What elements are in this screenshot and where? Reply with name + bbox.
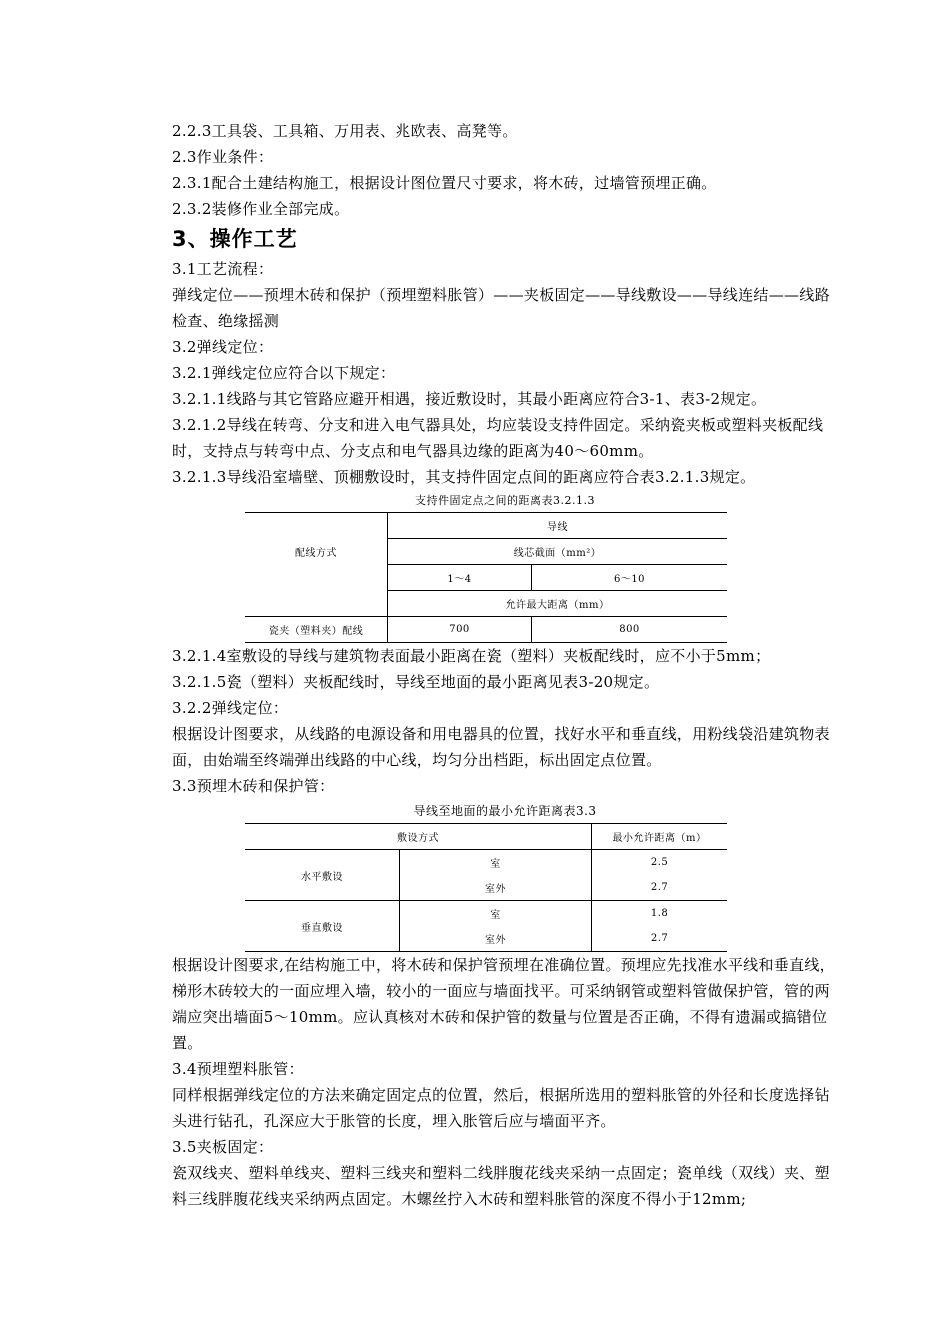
paragraph: 3.5夹板固定： xyxy=(172,1138,274,1156)
paragraph: 3.2.1.5瓷（塑料）夹板配线时，导线至地面的最小距离见表3-20规定。 xyxy=(172,673,660,691)
paragraph: 3.2.1.1线路与其它管路应避开相遇，接近敷设时，其最小距离应符合3-1、表3-2规定。 xyxy=(172,390,767,408)
table-caption: 支持件固定点之间的距离表3.2.1.3 xyxy=(415,494,595,507)
table-cell: 水平敷设 xyxy=(245,850,400,901)
table-header-cell: 最小允许距离（m） xyxy=(612,833,707,844)
table-header-cell: 配线方式 xyxy=(245,513,388,591)
paragraph: 弹线定位——预埋木砖和保护（预埋塑料胀管）——夹板固定——导线敷设——导线连结——线路检查、绝缘摇测 xyxy=(172,286,830,330)
table-cell: 700 xyxy=(388,617,532,643)
table-header-cell: 允许最大距离（mm） xyxy=(388,591,728,617)
table-caption: 导线至地面的最小允许距离表3.3 xyxy=(413,804,597,818)
table-header-cell: 线芯截面（mm²） xyxy=(388,539,728,565)
table-cell: 室外 xyxy=(400,926,592,952)
table-cell: 800 xyxy=(532,617,728,643)
table-cell: 2.7 xyxy=(650,882,669,893)
paragraph: 2.3.2装修作业全部完成。 xyxy=(172,200,350,218)
paragraph: 3.2.1.3导线沿室墙壁、顶棚敷设时，其支持件固定点间的距离应符合表3.2.1.3规定。 xyxy=(172,468,756,486)
paragraph: 3.2.2弹线定位： xyxy=(172,699,289,717)
paragraph: 3.2.1.2导线在转弯、分支和进入电气器具处，均应装设支持件固定。采纳瓷夹板或塑料夹板配线时，支持点与转弯中点、分支点和电气器具边缘的距离为40～60mm。 xyxy=(172,416,824,460)
paragraph: 3.2弹线定位： xyxy=(172,338,274,356)
table-cell: 垂直敷设 xyxy=(245,901,400,952)
paragraph: 3.3预埋木砖和保护管： xyxy=(172,777,335,795)
table-header-cell: 1～4 xyxy=(388,565,532,591)
paragraph: 3.4预埋塑料胀管： xyxy=(172,1060,304,1078)
paragraph: 2.3作业条件： xyxy=(172,148,274,166)
paragraph: 2.2.3工具袋、工具箱、万用表、兆欧表、高凳等。 xyxy=(172,122,518,140)
paragraph: 3.1工艺流程： xyxy=(172,260,274,278)
paragraph: 3.2.1弹线定位应符合以下规定： xyxy=(172,364,396,382)
table-cell: 2.7 xyxy=(650,933,669,944)
table-row xyxy=(245,901,727,927)
paragraph: 根据设计图要求，从线路的电源设备和用电器具的位置，找好水平和垂直线，用粉线袋沿建筑物表面，由始端至终端弹出线路的中心线，均匀分出档距，标出固定点位置。 xyxy=(172,725,830,769)
paragraph: 3.2.1.4室敷设的导线与建筑物表面最小距离在瓷（塑料）夹板配线时，应不小于5mm； xyxy=(172,647,771,665)
table-cell: 室 xyxy=(400,850,592,876)
section-heading: 3、操作工艺 xyxy=(172,227,298,251)
support-distance-table xyxy=(245,512,727,643)
table-cell: 1.8 xyxy=(592,901,727,927)
table-cell: 室 xyxy=(400,901,592,927)
paragraph: 同样根据弹线定位的方法来确定固定点的位置，然后，根据所选用的塑料胀管的外径和长度选择钻头进行钻孔，孔深应大于胀管的长度，埋入胀管后应与墙面平齐。 xyxy=(172,1086,830,1130)
table-header-cell: 导线 xyxy=(547,522,568,533)
ground-distance-table xyxy=(245,823,727,952)
paragraph: 根据设计图要求,在结构施工中，将木砖和保护管预埋在准确位置。预埋应先找准水平线和垂直线，梯形木砖较大的一面应埋入墙，较小的一面应与墙面找平。可采纳钢管或塑料管做保护管，管的两端应突出墙面5～10mm。应认真核对木砖和保护管的数量与位置是否正确，不得有遗漏或搞错位置。 xyxy=(172,956,835,1052)
table-row xyxy=(245,850,727,876)
document-page xyxy=(172,118,838,1212)
table-cell: 室外 xyxy=(400,875,592,901)
table-cell: 瓷夹（塑料夹）配线 xyxy=(245,617,388,643)
table-header-cell: 6～10 xyxy=(532,565,728,591)
table-header-cell: 敷设方式 xyxy=(245,824,592,850)
table-cell: 2.5 xyxy=(592,850,727,876)
paragraph: 2.3.1配合土建结构施工，根据设计图位置尺寸要求，将木砖，过墙管预埋正确。 xyxy=(172,174,717,192)
paragraph: 瓷双线夹、塑料单线夹、塑料三线夹和塑料二线胖腹花线夹采纳一点固定；瓷单线（双线）夹、塑料三线胖腹花线夹采纳两点固定。木螺丝拧入木砖和塑料胀管的深度不得小于12mm; xyxy=(172,1164,830,1208)
table-row xyxy=(245,617,727,643)
